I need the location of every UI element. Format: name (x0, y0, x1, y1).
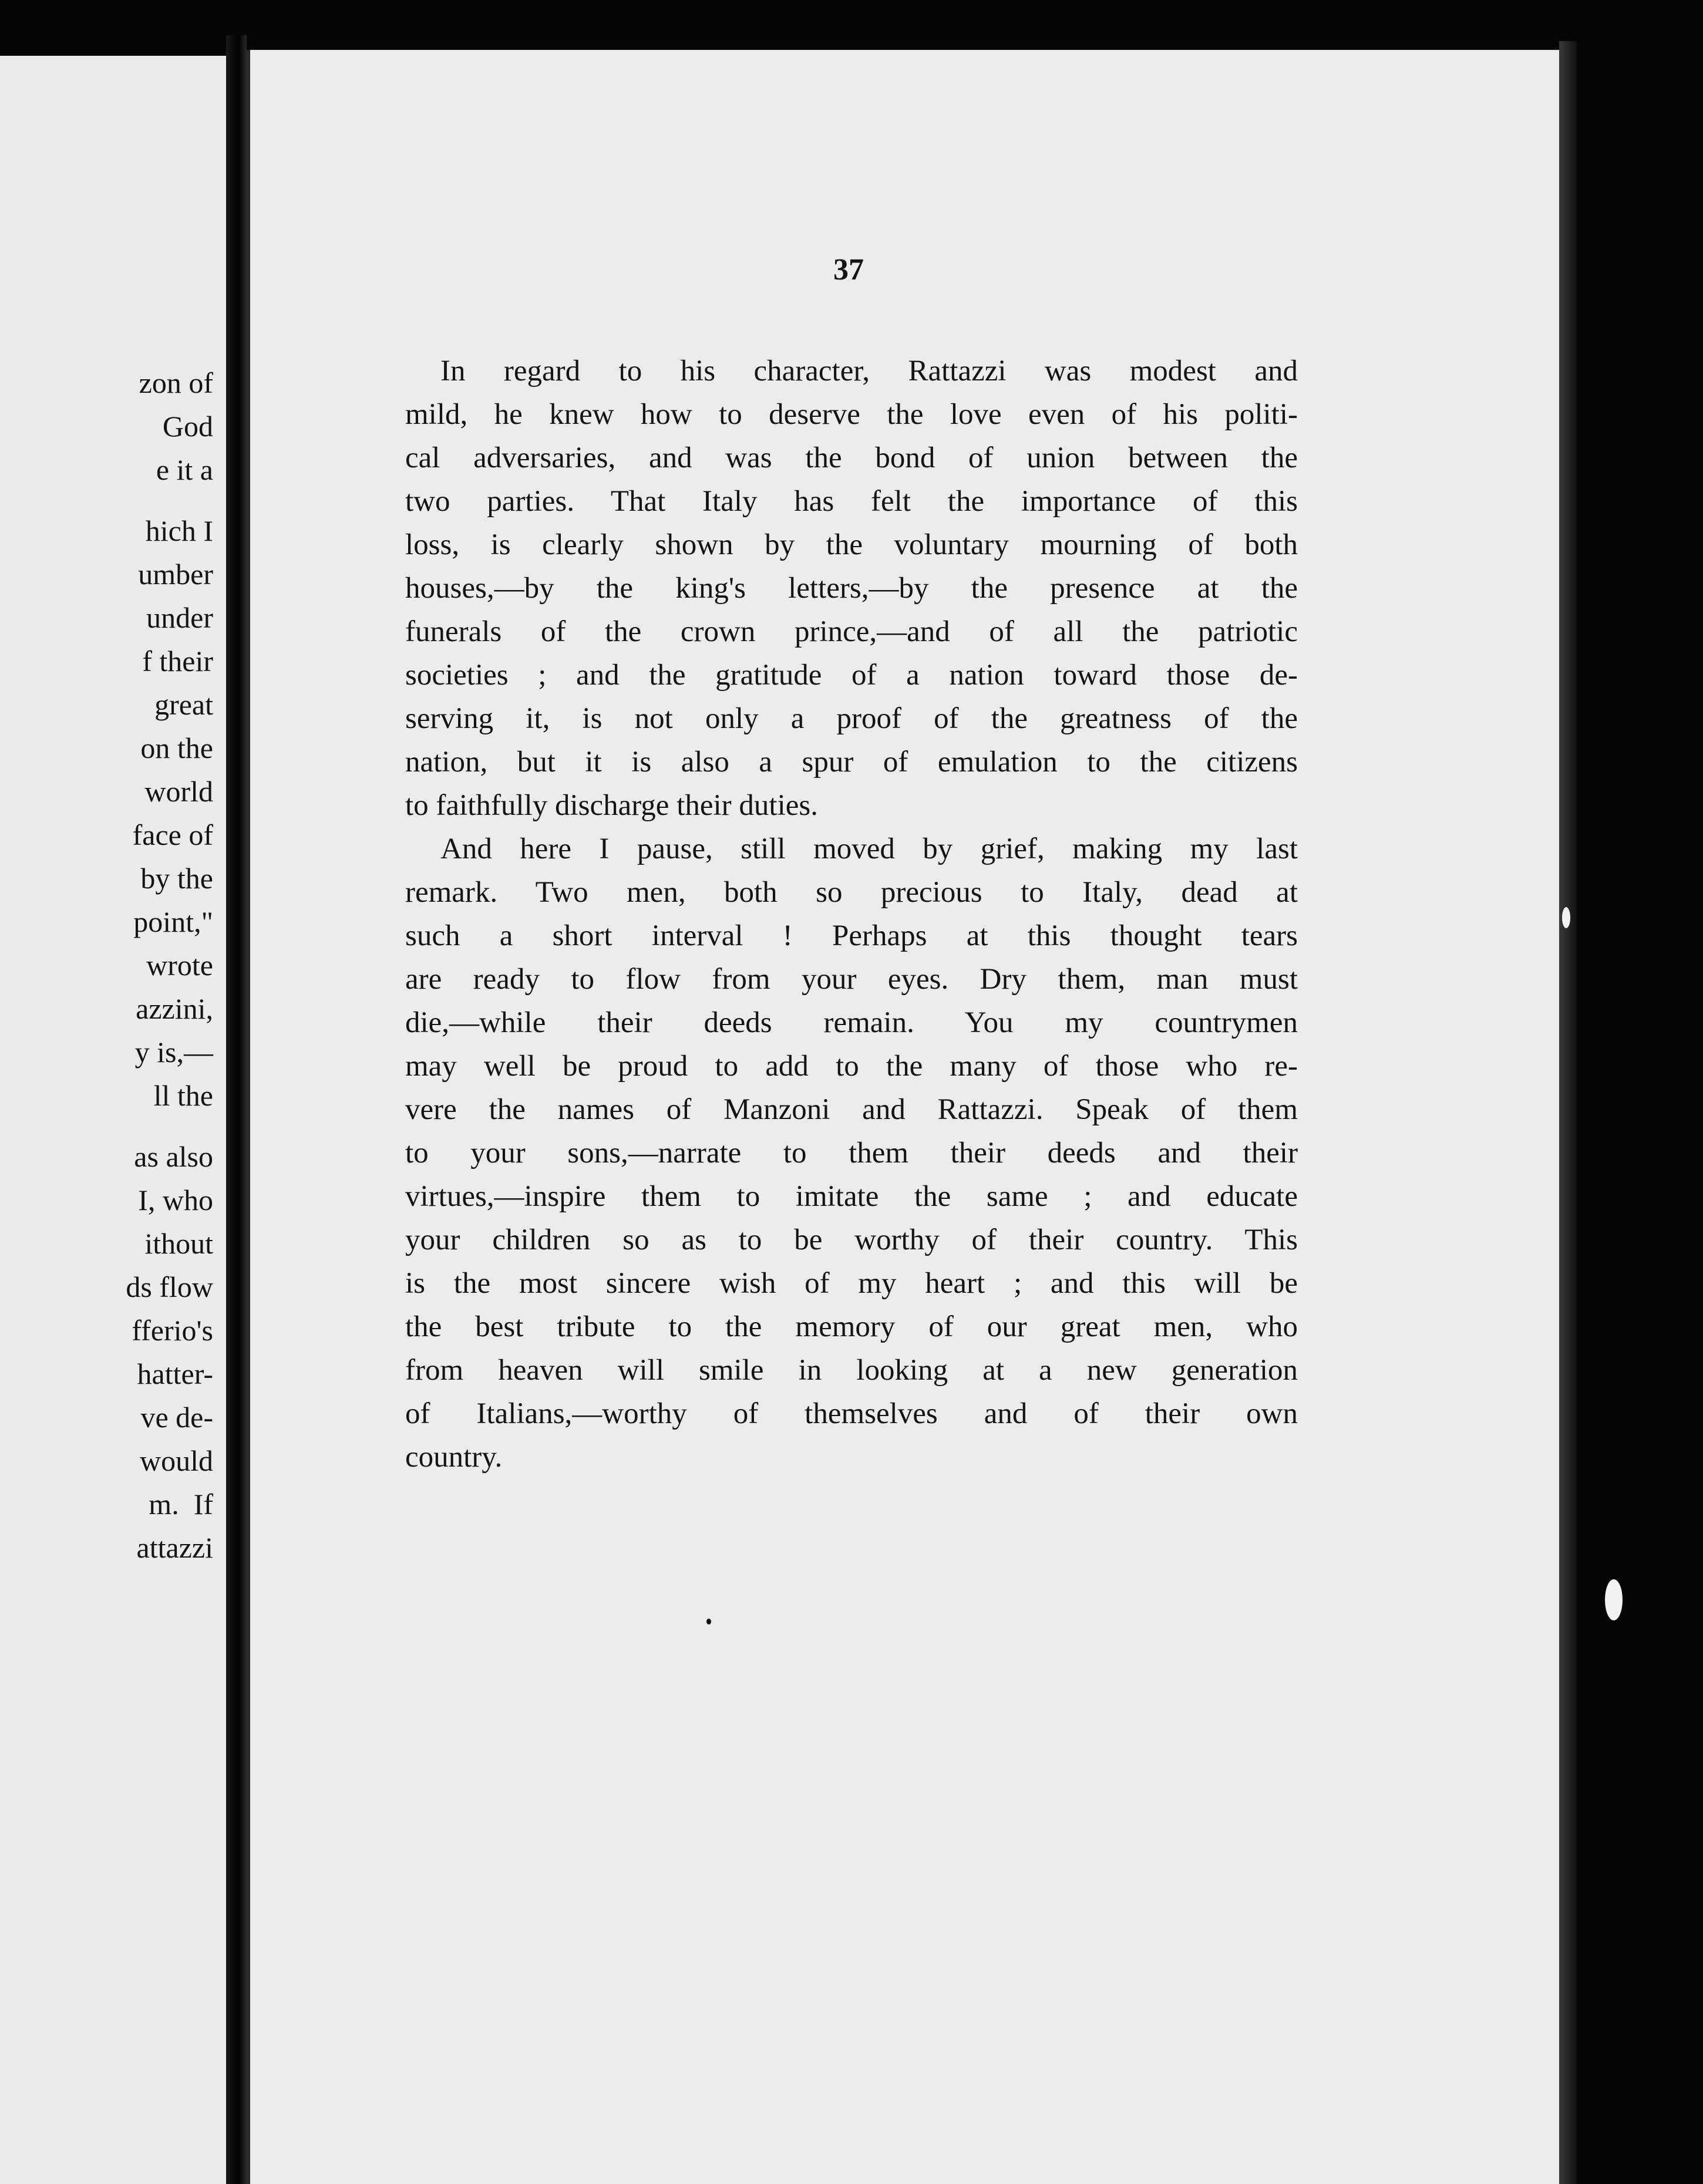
text-line: societies ; and the gratitude of a nation toward those de- (405, 659, 1298, 692)
text-line: die,—while their deeds remain. You my countrymen (405, 1006, 1298, 1039)
text-line: virtues,—inspire them to imitate the same ; and educate (405, 1180, 1298, 1213)
facing-page-line: ds flow (126, 1270, 213, 1303)
facing-page-line: great (154, 688, 213, 721)
text-line: serving it, is not only a proof of the greatness of the (405, 702, 1298, 735)
facing-page-line: y is,— (134, 1036, 213, 1069)
facing-page-line: umber (138, 558, 213, 591)
facing-page-text (126, 361, 213, 1569)
text-line: to your sons,—narrate to them their deeds and their (405, 1137, 1298, 1169)
body-text (405, 349, 1298, 1479)
text-line: nation, but it is also a spur of emulation to the citizens (405, 746, 1298, 778)
facing-page-line: world (144, 775, 213, 808)
text-line: loss, is clearly shown by the voluntary mourning of both (405, 528, 1298, 561)
paragraph-2 (405, 827, 1298, 1479)
text-line: are ready to flow from your eyes. Dry them, man must (405, 963, 1298, 996)
facing-page-line: fferio's (132, 1314, 213, 1347)
facing-page-line: I, who (138, 1184, 213, 1216)
text-line: And here I pause, still moved by grief, making my last (440, 833, 1298, 865)
line-gap (126, 1117, 213, 1135)
scan-speck (1562, 907, 1570, 928)
facing-page-line: hatter- (137, 1357, 213, 1390)
facing-page-line: f their (142, 645, 213, 678)
facing-page-line: hich I (145, 514, 213, 547)
text-line: may well be proud to add to the many of those who re- (405, 1050, 1298, 1083)
page-number: 37 (833, 253, 864, 287)
text-line: to faithfully discharge their duties. (405, 789, 818, 822)
facing-page-line: God (162, 410, 213, 443)
text-line: vere the names of Manzoni and Rattazzi. Speak of them (405, 1093, 1298, 1126)
text-line: is the most sincere wish of my heart ; and this will be (405, 1267, 1298, 1300)
facing-page-line: azzini, (136, 992, 213, 1025)
text-line: In regard to his character, Rattazzi was modest and (440, 355, 1298, 387)
facing-page-line: on the (140, 732, 213, 764)
facing-page-line: m. If (149, 1488, 213, 1521)
facing-page-left (0, 56, 226, 2184)
text-line: mild, he knew how to deserve the love even of his politi- (405, 398, 1298, 431)
facing-page-line: wrote (146, 949, 213, 982)
text-line: the best tribute to the memory of our great men, who (405, 1310, 1298, 1343)
facing-page-line: e it a (156, 453, 213, 486)
facing-page-line: face of (132, 818, 213, 851)
facing-page-line: under (146, 601, 213, 634)
line-gap (126, 491, 213, 509)
text-line: remark. Two men, both so precious to Italy, dead at (405, 876, 1298, 909)
paragraph-1 (405, 349, 1298, 827)
facing-page-line: ve de- (140, 1401, 213, 1434)
page-edge (1559, 41, 1577, 2184)
scan-speck (1605, 1579, 1623, 1620)
text-line: houses,—by the king's letters,—by the presence at the (405, 572, 1298, 605)
text-line: funerals of the crown prince,—and of all the patriotic (405, 615, 1298, 648)
text-line: cal adversaries, and was the bond of union between the (405, 441, 1298, 474)
text-line: such a short interval ! Perhaps at this thought tears (405, 919, 1298, 952)
facing-page-line: as also (134, 1140, 213, 1173)
facing-page-line: ll the (153, 1079, 213, 1112)
text-line: your children so as to be worthy of their country. This (405, 1224, 1298, 1256)
facing-page-line: attazzi (136, 1531, 213, 1564)
facing-page-line: point," (133, 905, 213, 938)
facing-page-line: ithout (144, 1227, 213, 1260)
facing-page-line: zon of (139, 366, 213, 399)
text-line: of Italians,—worthy of themselves and of their own (405, 1397, 1298, 1430)
text-line: country. (405, 1441, 503, 1474)
text-line: from heaven will smile in looking at a new generation (405, 1354, 1298, 1387)
facing-page-line: by the (140, 862, 213, 895)
facing-page-line: would (140, 1444, 213, 1477)
book-gutter (226, 35, 247, 2184)
scan-speck (706, 1619, 711, 1624)
text-line: two parties. That Italy has felt the importance of this (405, 485, 1298, 518)
